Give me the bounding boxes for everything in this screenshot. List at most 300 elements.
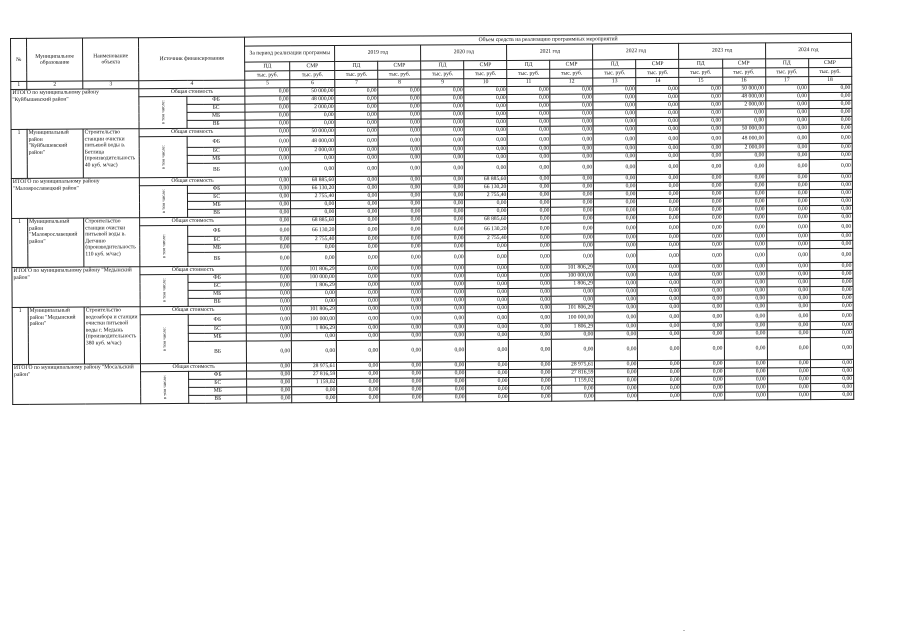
row-label-source: БС — [188, 236, 246, 244]
object-name: Строительство водозабора и станции очистки питьевой воды г. Медынь (производительность 380 куб. м/час) — [84, 307, 140, 364]
value-cell: 0,00 — [767, 392, 810, 400]
value-cell: 0,00 — [680, 206, 723, 214]
value-cell: 0,00 — [464, 118, 507, 126]
value-cell: 0,00 — [681, 392, 724, 400]
value-cell: 0,00 — [552, 393, 595, 401]
value-cell: 0,00 — [551, 161, 594, 175]
value-cell: 0,00 — [335, 87, 378, 95]
value-cell: 0,00 — [810, 270, 853, 278]
value-cell: 0,00 — [637, 198, 680, 206]
row-label-source: МБ — [188, 290, 246, 298]
row-label-source: ВБ — [188, 252, 246, 266]
value-cell: 0,00 — [593, 94, 636, 102]
value-cell: 0,00 — [291, 298, 336, 306]
value-cell: 0,00 — [724, 384, 767, 392]
value-cell: 0,00 — [551, 183, 594, 191]
value-cell: 0,00 — [681, 360, 724, 368]
value-cell: 0,00 — [336, 176, 379, 184]
object-municipality: Муниципальный район "Медынский район" — [28, 307, 84, 364]
value-cell: 0,00 — [508, 153, 551, 161]
value-cell: 0,00 — [422, 200, 465, 208]
value-cell: 0,00 — [594, 272, 637, 280]
value-cell: 0,00 — [809, 116, 852, 124]
value-cell: 0,00 — [809, 189, 852, 197]
value-cell: 0,00 — [423, 332, 466, 340]
value-cell: 0,00 — [724, 392, 767, 400]
value-cell: 0,00 — [379, 176, 422, 184]
value-cell: 0,00 — [637, 206, 680, 214]
value-cell: 66 130,20 — [465, 223, 508, 234]
value-cell: 0,00 — [380, 340, 423, 362]
value-cell: 0,00 — [809, 124, 852, 132]
value-cell: 0,00 — [550, 118, 593, 126]
value-cell: 0,00 — [637, 182, 680, 190]
header-smr: СМР — [290, 62, 335, 71]
value-cell: 0,00 — [465, 161, 508, 175]
value-cell: 0,00 — [378, 111, 421, 119]
value-cell: 0,00 — [723, 263, 766, 271]
value-cell: 0,00 — [638, 322, 681, 330]
total-title: ИТОГО по муниципальному району "Малоярославецкий район" — [11, 178, 139, 219]
value-cell: 0,00 — [637, 133, 680, 144]
total-title: ИТОГО по муниципальному району "Медынский район" — [12, 267, 140, 308]
value-cell: 0,00 — [336, 305, 379, 313]
row-label-total-cost: Общая стоимость — [139, 88, 245, 97]
value-cell: 0,00 — [594, 250, 637, 264]
header-number: № — [11, 38, 27, 81]
value-cell: 0,00 — [378, 95, 421, 103]
value-cell: 0,00 — [638, 303, 681, 311]
value-cell: 0,00 — [595, 339, 638, 361]
value-cell: 0,00 — [336, 224, 379, 235]
header-period: 2024 год — [765, 42, 852, 59]
value-cell: 0,00 — [379, 162, 422, 176]
value-cell: 0,00 — [680, 125, 723, 133]
header-column-number: 12 — [550, 78, 593, 86]
value-cell: 0,00 — [550, 134, 593, 145]
value-cell: 0,00 — [550, 86, 593, 94]
value-cell: 27 816,59 — [552, 369, 595, 377]
value-cell: 0,00 — [724, 303, 767, 311]
value-cell: 0,00 — [593, 86, 636, 94]
value-cell: 0,00 — [722, 109, 765, 117]
value-cell: 0,00 — [766, 241, 809, 249]
value-cell: 0,00 — [245, 147, 290, 155]
value-cell: 0,00 — [380, 362, 423, 370]
value-cell: 0,00 — [636, 101, 679, 109]
value-cell: 0,00 — [594, 280, 637, 288]
value-cell: 0,00 — [422, 281, 465, 289]
value-cell: 0,00 — [636, 109, 679, 117]
value-cell: 0,00 — [809, 221, 852, 232]
value-cell: 0,00 — [246, 209, 291, 217]
header-unit: тыс. руб. — [245, 71, 290, 80]
header-smr: СМР — [464, 60, 507, 69]
value-cell: 0,00 — [810, 286, 853, 294]
value-cell: 0,00 — [638, 311, 681, 322]
value-cell: 0,00 — [508, 207, 551, 215]
value-cell: 0,00 — [637, 241, 680, 249]
value-cell: 0,00 — [594, 242, 637, 250]
value-cell: 0,00 — [246, 236, 291, 244]
value-cell: 0,00 — [422, 224, 465, 235]
value-cell: 0,00 — [679, 117, 722, 125]
value-cell: 0,00 — [810, 302, 853, 310]
row-label-total-cost: Общая стоимость — [139, 177, 245, 186]
value-cell: 0,00 — [465, 296, 508, 304]
value-cell: 0,00 — [766, 249, 809, 263]
value-cell: 0,00 — [246, 306, 291, 314]
in-that-number-label — [140, 314, 188, 363]
value-cell: 0,00 — [245, 88, 290, 96]
value-cell: 0,00 — [508, 296, 551, 304]
value-cell: 0,00 — [681, 287, 724, 295]
value-cell: 0,00 — [466, 361, 509, 369]
value-cell: 0,00 — [810, 391, 853, 399]
value-cell: 0,00 — [637, 279, 680, 287]
value-cell: 0,00 — [809, 248, 853, 262]
value-cell: 0,00 — [465, 153, 508, 161]
value-cell: 0,00 — [292, 395, 337, 403]
value-cell: 0,00 — [766, 144, 809, 152]
value-cell: 2 755,40 — [291, 193, 336, 201]
value-cell: 0,00 — [638, 330, 681, 338]
value-cell: 0,00 — [595, 385, 638, 393]
value-cell: 0,00 — [765, 93, 808, 101]
object-number: 1 — [11, 129, 27, 178]
value-cell: 0,00 — [679, 93, 722, 101]
in-that-number-label — [140, 225, 188, 266]
value-cell: 0,00 — [336, 273, 379, 281]
value-cell: 0,00 — [681, 322, 724, 330]
value-cell: 0,00 — [380, 324, 423, 332]
row-label-source: ФБ — [188, 274, 246, 282]
header-column-number: 6 — [290, 80, 335, 88]
vertical-label-text: в том числе: — [159, 100, 166, 125]
value-cell: 0,00 — [508, 161, 551, 175]
value-cell: 0,00 — [290, 112, 335, 120]
row-label-source: ВБ — [188, 298, 246, 306]
value-cell: 0,00 — [380, 370, 423, 378]
value-cell: 2 755,40 — [465, 234, 508, 242]
value-cell: 68 885,60 — [291, 177, 336, 185]
value-cell: 0,00 — [681, 295, 724, 303]
value-cell: 0,00 — [336, 281, 379, 289]
value-cell: 0,00 — [464, 126, 507, 134]
value-cell: 0,00 — [465, 272, 508, 280]
in-that-number-label — [139, 96, 187, 128]
value-cell: 0,00 — [809, 108, 852, 116]
value-cell: 2 000,00 — [290, 104, 335, 112]
value-cell: 0,00 — [552, 339, 595, 361]
value-cell: 0,00 — [337, 362, 380, 370]
value-cell: 0,00 — [724, 322, 767, 330]
value-cell: 101 806,29 — [291, 266, 336, 274]
value-cell: 0,00 — [509, 339, 552, 361]
value-cell: 0,00 — [291, 244, 336, 252]
header-pd: ПД — [335, 61, 378, 70]
value-cell: 0,00 — [335, 95, 378, 103]
header-smr: СМР — [550, 60, 593, 69]
header-smr: СМР — [722, 59, 765, 68]
in-that-number-label — [140, 274, 188, 306]
row-label-source: ВБ — [188, 209, 246, 217]
row-label-source: БС — [187, 104, 245, 112]
value-cell: 0,00 — [465, 242, 508, 250]
header-column-number: 4 — [139, 80, 245, 89]
value-cell: 0,00 — [723, 198, 766, 206]
value-cell: 0,00 — [464, 134, 507, 145]
value-cell: 0,00 — [724, 330, 767, 338]
value-cell: 0,00 — [507, 126, 550, 134]
value-cell: 0,00 — [247, 371, 292, 379]
value-cell: 0,00 — [379, 235, 422, 243]
value-cell: 0,00 — [378, 103, 421, 111]
value-cell: 0,00 — [422, 208, 465, 216]
value-cell: 0,00 — [246, 290, 291, 298]
value-cell: 0,00 — [464, 94, 507, 102]
header-unit: тыс. руб. — [636, 68, 679, 77]
value-cell: 0,00 — [508, 250, 551, 264]
value-cell: 68 885,60 — [291, 217, 336, 225]
value-cell: 0,00 — [809, 173, 852, 181]
value-cell: 0,00 — [336, 192, 379, 200]
header-period: 2020 год — [421, 44, 507, 61]
value-cell: 0,00 — [680, 152, 723, 160]
value-cell: 0,00 — [680, 214, 723, 222]
value-cell: 0,00 — [508, 223, 551, 234]
value-cell: 0,00 — [594, 153, 637, 161]
value-cell: 0,00 — [766, 263, 809, 271]
value-cell: 0,00 — [246, 298, 291, 306]
value-cell: 0,00 — [337, 386, 380, 394]
header-column-number: 1 — [11, 81, 27, 89]
header-unit: тыс. руб. — [378, 70, 421, 79]
value-cell: 0,00 — [379, 251, 422, 265]
value-cell: 0,00 — [809, 132, 852, 143]
header-column-number: 14 — [636, 77, 679, 85]
value-cell: 0,00 — [551, 234, 594, 242]
value-cell: 0,00 — [508, 145, 551, 153]
value-cell: 0,00 — [464, 110, 507, 118]
value-cell: 28 975,61 — [552, 361, 595, 369]
value-cell: 0,00 — [378, 119, 421, 127]
value-cell: 0,00 — [245, 120, 290, 128]
header-column-number: 5 — [245, 80, 290, 88]
value-cell: 0,00 — [507, 134, 550, 145]
value-cell: 0,00 — [422, 251, 465, 265]
value-cell: 0,00 — [508, 304, 551, 312]
value-cell: 0,00 — [767, 384, 810, 392]
value-cell: 0,00 — [680, 160, 723, 174]
value-cell: 50 000,00 — [722, 85, 765, 93]
value-cell: 0,00 — [507, 86, 550, 94]
row-label-total-cost: Общая стоимость — [139, 128, 245, 137]
value-cell: 0,00 — [246, 274, 291, 282]
value-cell: 0,00 — [335, 146, 378, 154]
value-cell: 0,00 — [336, 208, 379, 216]
value-cell: 1 806,29 — [552, 323, 595, 331]
value-cell: 0,00 — [246, 193, 291, 201]
value-cell: 0,00 — [808, 100, 851, 108]
value-cell: 0,00 — [551, 288, 594, 296]
value-cell: 0,00 — [336, 162, 379, 176]
header-column-number: 11 — [507, 78, 550, 86]
value-cell: 0,00 — [809, 151, 852, 159]
value-cell: 0,00 — [421, 103, 464, 111]
value-cell: 0,00 — [810, 383, 853, 391]
value-cell: 0,00 — [292, 341, 337, 363]
value-cell: 0,00 — [550, 94, 593, 102]
value-cell: 0,00 — [421, 127, 464, 135]
value-cell: 0,00 — [379, 313, 422, 324]
vertical-label-text: в том числе: — [160, 278, 167, 303]
value-cell: 0,00 — [465, 207, 508, 215]
value-cell: 0,00 — [809, 213, 852, 221]
value-cell: 0,00 — [508, 234, 551, 242]
value-cell: 100 000,00 — [552, 312, 595, 323]
value-cell: 0,00 — [466, 369, 509, 377]
value-cell: 0,00 — [594, 234, 637, 242]
value-cell: 0,00 — [595, 312, 638, 323]
vertical-label-text: в том числе: — [161, 375, 167, 400]
value-cell: 0,00 — [723, 271, 766, 279]
value-cell: 0,00 — [379, 200, 422, 208]
value-cell: 0,00 — [422, 176, 465, 184]
value-cell: 0,00 — [594, 145, 637, 153]
value-cell: 0,00 — [247, 363, 292, 371]
value-cell: 0,00 — [335, 103, 378, 111]
value-cell: 0,00 — [245, 104, 290, 112]
value-cell: 2 000,00 — [723, 144, 766, 152]
value-cell: 0,00 — [380, 378, 423, 386]
value-cell: 0,00 — [595, 361, 638, 369]
value-cell: 0,00 — [765, 101, 808, 109]
value-cell: 0,00 — [681, 338, 724, 360]
value-cell: 0,00 — [378, 127, 421, 135]
header-pd: ПД — [765, 59, 808, 68]
value-cell: 0,00 — [466, 377, 509, 385]
value-cell: 0,00 — [464, 102, 507, 110]
header-period: 2021 год — [507, 44, 593, 61]
value-cell: 0,00 — [507, 118, 550, 126]
row-label-source: МБ — [187, 112, 245, 120]
value-cell: 0,00 — [767, 360, 810, 368]
value-cell: 0,00 — [247, 341, 292, 363]
value-cell: 0,00 — [508, 264, 551, 272]
vertical-label-text: в том числе: — [160, 234, 166, 259]
value-cell: 0,00 — [422, 216, 465, 224]
value-cell: 0,00 — [551, 223, 594, 234]
value-cell: 68 885,60 — [465, 215, 508, 223]
value-cell: 27 816,59 — [292, 371, 337, 379]
value-cell: 0,00 — [680, 233, 723, 241]
value-cell: 0,00 — [679, 101, 722, 109]
row-label-total-cost: Общая стоимость — [140, 266, 246, 275]
value-cell: 101 806,29 — [552, 304, 595, 312]
value-cell: 0,00 — [680, 222, 723, 233]
header-smr: СМР — [378, 61, 421, 70]
value-cell: 0,00 — [767, 287, 810, 295]
header-volume: Объем средств на реализацию программных мероприятий — [245, 33, 852, 46]
value-cell: 0,00 — [335, 154, 378, 162]
row-label-total-cost: Общая стоимость — [141, 363, 247, 372]
value-cell: 0,00 — [765, 109, 808, 117]
value-cell: 101 806,29 — [291, 306, 336, 314]
header-pd: ПД — [245, 62, 290, 71]
value-cell: 101 806,29 — [551, 264, 594, 272]
row-label-source: ВБ — [189, 395, 247, 403]
value-cell: 1 159,02 — [292, 379, 337, 387]
row-label-source: БС — [189, 379, 247, 387]
value-cell: 0,00 — [379, 297, 422, 305]
value-cell: 48 000,00 — [722, 93, 765, 101]
value-cell: 0,00 — [550, 102, 593, 110]
value-cell: 0,00 — [638, 338, 681, 360]
header-unit: тыс. руб. — [464, 69, 507, 78]
header-column-number: 16 — [722, 77, 765, 85]
value-cell: 0,00 — [292, 333, 337, 341]
value-cell: 0,00 — [595, 331, 638, 339]
value-cell: 0,00 — [593, 110, 636, 118]
value-cell: 0,00 — [508, 242, 551, 250]
value-cell: 0,00 — [724, 311, 767, 322]
value-cell: 0,00 — [551, 250, 594, 264]
value-cell: 0,00 — [637, 271, 680, 279]
value-cell: 0,00 — [594, 215, 637, 223]
value-cell: 0,00 — [509, 323, 552, 331]
value-cell: 0,00 — [246, 333, 291, 341]
row-label-source: МБ — [188, 333, 246, 341]
header-column-number: 9 — [421, 79, 464, 87]
value-cell: 0,00 — [245, 128, 290, 136]
value-cell: 0,00 — [290, 155, 335, 163]
value-cell: 0,00 — [378, 146, 421, 154]
value-cell: 0,00 — [336, 297, 379, 305]
value-cell: 0,00 — [767, 303, 810, 311]
row-label-source: ФБ — [187, 96, 245, 104]
value-cell: 0,00 — [550, 126, 593, 134]
value-cell: 50 000,00 — [290, 128, 335, 136]
value-cell: 0,00 — [378, 87, 421, 95]
header-column-number: 18 — [808, 76, 851, 84]
value-cell: 0,00 — [594, 207, 637, 215]
value-cell: 0,00 — [552, 331, 595, 339]
value-cell: 0,00 — [336, 216, 379, 224]
value-cell: 0,00 — [594, 264, 637, 272]
value-cell: 0,00 — [681, 384, 724, 392]
value-cell: 0,00 — [809, 143, 852, 151]
value-cell: 0,00 — [595, 393, 638, 401]
header-unit: тыс. руб. — [593, 69, 636, 78]
header-pd: ПД — [421, 61, 464, 70]
object-name: Строительство станции очистки питьевой воды в. Бетлица (производительность 40 куб. м/час) — [83, 129, 139, 178]
header-unit: тыс. руб. — [765, 68, 808, 77]
total-title: ИТОГО по муниципальному району "Мосальский район" — [12, 364, 140, 405]
budget-table — [10, 33, 854, 405]
row-label-source: БС — [188, 193, 246, 201]
value-cell: 0,00 — [637, 125, 680, 133]
value-cell: 0,00 — [766, 271, 809, 279]
value-cell: 0,00 — [637, 233, 680, 241]
value-cell: 0,00 — [380, 386, 423, 394]
value-cell: 0,00 — [423, 324, 466, 332]
value-cell: 0,00 — [421, 146, 464, 154]
value-cell: 0,00 — [246, 325, 291, 333]
value-cell: 0,00 — [637, 174, 680, 182]
header-smr: СМР — [636, 59, 679, 68]
value-cell: 0,00 — [466, 393, 509, 401]
